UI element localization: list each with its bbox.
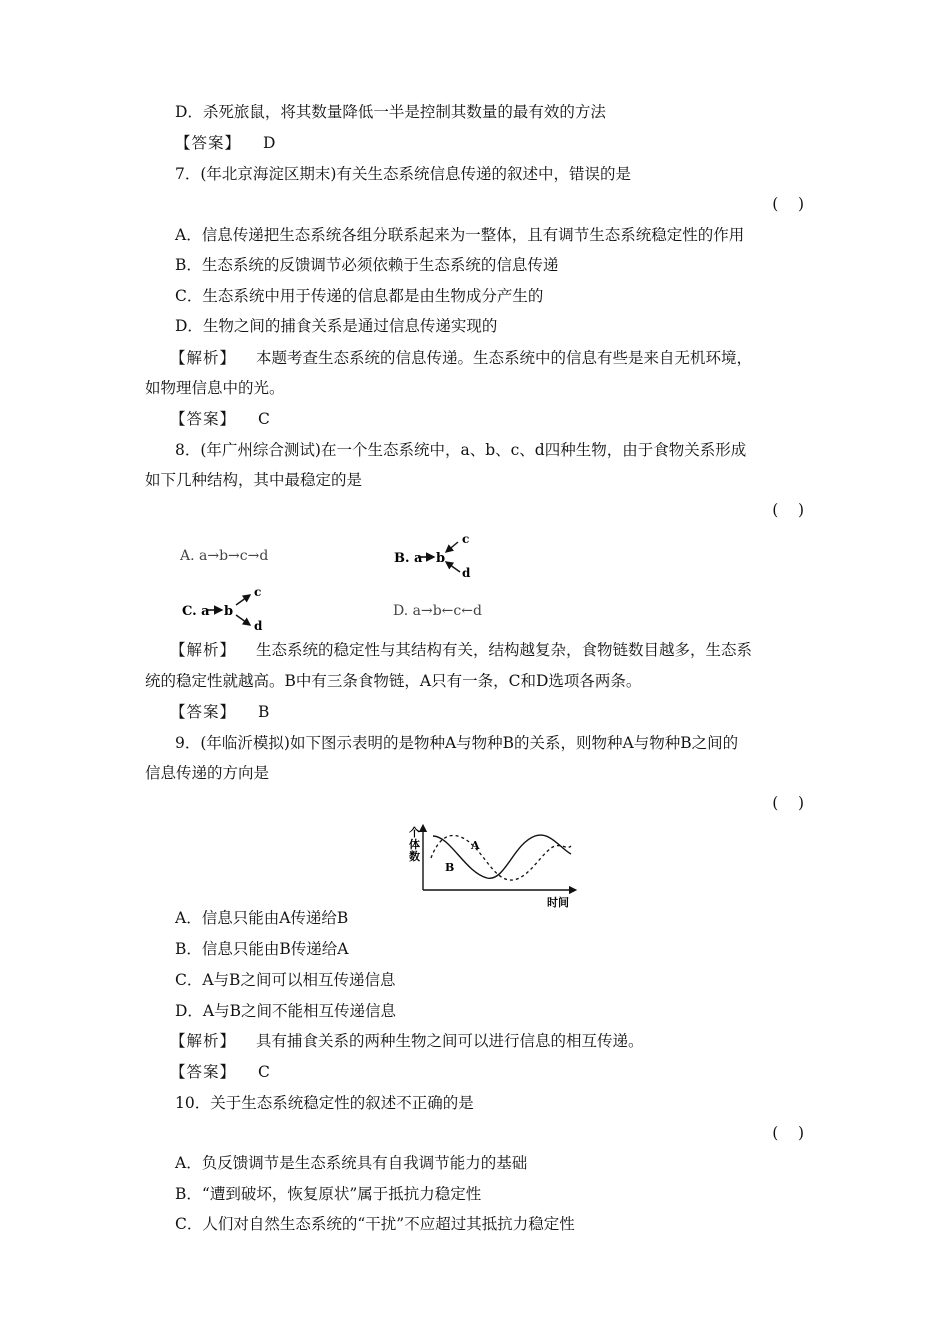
q10-stem: 10．关于生态系统稳定性的叙述不正确的是: [175, 1094, 474, 1112]
y-axis-label-char: 体: [409, 838, 420, 851]
answer-tag: 【答案】: [170, 703, 237, 721]
analysis-text: 本题考查生态系统的信息传递。生态系统中的信息有些是来自无机环境，: [256, 349, 753, 367]
q8-figure-b: [390, 530, 490, 580]
answer-tag: 【答案】: [170, 1063, 237, 1081]
node-c: c: [254, 585, 262, 599]
answer-tag: 【答案】: [170, 410, 237, 428]
arrow-c-to-b: [446, 542, 458, 552]
answer-value: C: [258, 1063, 270, 1081]
q8-figure-a: A. a→b→c→d: [180, 548, 269, 564]
q8-analysis-line1: [170, 640, 752, 660]
q8-answer-paren: ( ): [772, 501, 804, 519]
q8-answer: [170, 702, 269, 722]
q8-figure-d: D. a→b←c←d: [393, 603, 482, 619]
y-axis-label-char: 个: [409, 826, 420, 839]
q9-option-c: C．A与B之间可以相互传递信息: [175, 971, 396, 989]
q10-option-c: C．人们对自然生态系统的“干扰”不应超过其抵抗力稳定性: [175, 1215, 575, 1233]
node-b: b: [224, 604, 234, 619]
node-d: d: [254, 619, 263, 633]
arrow-b-to-d: [236, 615, 250, 625]
q6-option-d: D．杀死旅鼠，将其数量降低一半是控制其数量的最有效的方法: [175, 103, 606, 121]
q9-population-chart: [395, 822, 585, 912]
y-axis-label: [409, 825, 424, 863]
answer-value: B: [258, 703, 270, 721]
analysis-text: 生态系统的稳定性与其结构有关，结构越复杂，食物链数目越多，生态系: [256, 641, 753, 659]
q7-option-d: D．生物之间的捕食关系是通过信息传递实现的: [175, 317, 498, 335]
q9-stem-line1: 9．(年临沂模拟)如下图示表明的是物种A与物种B的关系，则物种A与物种B之间的: [175, 734, 739, 752]
q7-option-b: B．生态系统的反馈调节必须依赖于生态系统的信息传递: [175, 256, 559, 274]
answer-value: C: [258, 410, 270, 428]
analysis-text: 具有捕食关系的两种生物之间可以进行信息的相互传递。: [256, 1032, 644, 1050]
q9-stem-line2: 信息传递的方向是: [145, 764, 270, 782]
answer-tag: 【答案】: [175, 134, 242, 152]
q6-answer: [175, 133, 275, 153]
node-c: c: [462, 532, 470, 546]
analysis-tag: 【解析】: [170, 641, 237, 659]
q9-analysis: [170, 1031, 644, 1051]
q8-figure-c: [178, 585, 278, 635]
figure-c-label: C. a: [182, 604, 210, 619]
y-axis-label-char: 数: [409, 850, 420, 863]
x-axis-label: 时间: [547, 896, 569, 909]
q7-option-a: A．信息传递把生态系统各组分联系起来为一整体，且有调节生态系统稳定性的作用: [175, 226, 745, 244]
node-b: b: [436, 551, 446, 566]
q7-stem: 7．(年北京海淀区期末)有关生态系统信息传递的叙述中，错误的是: [175, 165, 631, 183]
figure-b-label: B. a: [394, 551, 423, 566]
q7-option-c: C．生态系统中用于传递的信息都是由生物成分产生的: [175, 287, 544, 305]
curve-b-label: B: [445, 861, 455, 874]
analysis-tag: 【解析】: [170, 1032, 237, 1050]
q7-analysis-line1: [170, 348, 752, 368]
q10-option-a: A．负反馈调节是生态系统具有自我调节能力的基础: [175, 1154, 528, 1172]
q8-stem-line2: 如下几种结构，其中最稳定的是: [145, 471, 363, 489]
q7-answer-paren: ( ): [772, 195, 804, 213]
arrow-d-to-b: [446, 562, 460, 572]
q8-stem-line1: 8．(年广州综合测试)在一个生态系统中，a、b、c、d四种生物，由于食物关系形成: [175, 441, 747, 459]
curve-a-label: A: [471, 839, 480, 852]
q9-answer-paren: ( ): [772, 794, 804, 812]
analysis-tag: 【解析】: [170, 349, 237, 367]
q10-answer-paren: ( ): [772, 1124, 804, 1142]
q8-analysis-line2: 统的稳定性就越高。B中有三条食物链，A只有一条，C和D选项各两条。: [145, 672, 642, 690]
q7-analysis-line2: 如物理信息中的光。: [145, 379, 285, 397]
q9-option-a: A．信息只能由A传递给B: [175, 909, 349, 927]
q9-answer: [170, 1062, 270, 1082]
arrow-b-to-c: [236, 595, 250, 605]
q9-option-b: B．信息只能由B传递给A: [175, 940, 349, 958]
q10-option-b: B．“遭到破坏，恢复原状”属于抵抗力稳定性: [175, 1185, 482, 1203]
node-d: d: [462, 566, 471, 580]
answer-value: D: [263, 134, 276, 152]
q9-option-d: D．A与B之间不能相互传递信息: [175, 1002, 397, 1020]
q7-answer: [170, 409, 270, 429]
